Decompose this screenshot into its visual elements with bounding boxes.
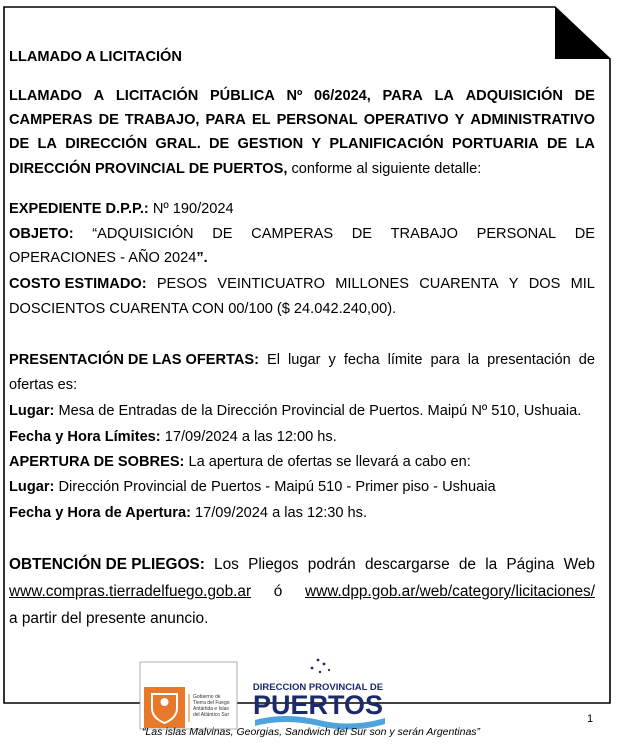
word: LA [434, 88, 454, 104]
word: CUARENTA [419, 276, 499, 292]
word: ADMINISTRATIVO [470, 112, 595, 128]
word: descargarse [364, 556, 450, 573]
lugar-entrega: Lugar: Mesa de Entradas de la Dirección Provincial de Puertos. Maipú Nº 510, Ushuaia. [9, 403, 582, 419]
word: Nº [286, 88, 303, 104]
word: PESOS [156, 276, 208, 292]
word: DE [98, 112, 119, 128]
word: DE [546, 136, 568, 152]
word: “ADQUISICIÓN [92, 226, 194, 242]
page-number: 1 [587, 713, 594, 725]
word: lugar [288, 352, 321, 368]
costo-line-2: DOSCIENTOS CUARENTA CON 00/100 ($ 24.042.240,00). [9, 301, 397, 317]
word: DE [574, 88, 595, 104]
word: Y [454, 112, 465, 128]
word: fecha [343, 352, 380, 368]
word: DE [574, 226, 595, 242]
word: de [458, 556, 476, 573]
word: VEINTICUATRO [217, 276, 325, 292]
word: DE [212, 226, 233, 242]
word: GRAL. [155, 136, 201, 152]
word: y [328, 352, 336, 368]
word: EL [251, 112, 271, 128]
word: la [467, 352, 480, 368]
word: Web [563, 556, 595, 573]
word: de [578, 352, 595, 368]
logo1-text-4: del Atlántico Sur [193, 712, 230, 718]
word: la [485, 556, 498, 573]
logo1-text-2: Tierra del Fuego [193, 700, 230, 706]
word: podrán [307, 556, 356, 573]
word: DIRECCIÓN [65, 136, 148, 152]
word: ADQUISICIÓN [465, 88, 563, 104]
word: LA [575, 136, 595, 152]
word: DOS [528, 276, 561, 292]
word: PARA [205, 112, 246, 128]
expediente: EXPEDIENTE D.P.P.: Nº 190/2024 [9, 201, 234, 217]
logo-dpp [253, 659, 385, 730]
objeto-line-2: OPERACIONES - AÑO 2024”. [9, 250, 208, 266]
footer-motto: “Las islas Malvinas, Georgias, Sandwich del Sur son y serán Argentinas” [141, 726, 481, 738]
word: Y [311, 136, 322, 152]
word: DE [9, 136, 30, 152]
word: PÚBLICA [209, 88, 275, 104]
word: El [267, 352, 281, 368]
intro-line-4: DIRECCIÓN PROVINCIAL DE PUERTOS, conforme al siguiente detalle: [9, 161, 482, 177]
logo-gobierno-tdf [140, 662, 237, 729]
word: PRESENTACIÓN DE LAS OFERTAS: [9, 352, 259, 368]
word: CAMPERAS [251, 226, 334, 242]
word: DE [208, 136, 230, 152]
word: Y [508, 276, 519, 292]
word: para [430, 352, 460, 368]
word: Pliegos [248, 556, 299, 573]
word: DE [351, 226, 372, 242]
logo2-line1: DIRECCION PROVINCIAL DE [252, 682, 384, 693]
word: presentación [487, 352, 571, 368]
lugar-apertura: Lugar: Dirección Provincial de Puertos - Maipú 510 - Primer piso - Ushuaia [9, 479, 496, 495]
word: CAMPERAS [9, 112, 93, 128]
link-separator: ó [273, 583, 283, 600]
word: PERSONAL [476, 226, 557, 242]
word: TRABAJO, [124, 112, 200, 128]
word: OBTENCIÓN DE PLIEGOS: [9, 556, 205, 573]
word: Página [506, 556, 555, 573]
word: PLANIFICACIÓN [329, 136, 444, 152]
word: PERSONAL [276, 112, 358, 128]
presentacion-line-2: ofertas es: [9, 377, 78, 393]
fecha-apertura: Fecha y Hora de Apertura: 17/09/2024 a las 12:30 hs. [9, 505, 368, 521]
word: OPERATIVO [363, 112, 449, 128]
fecha-limite: Fecha y Hora Límites: 17/09/2024 a las 12:00 hs. [9, 429, 337, 445]
word: GESTION [237, 136, 304, 152]
word: MILLONES [335, 276, 410, 292]
word: MIL [570, 276, 595, 292]
word: LICITACIÓN [115, 88, 199, 104]
word: PARA [382, 88, 423, 104]
word: límite [387, 352, 423, 368]
logo2-line2: PUERTOS [252, 690, 384, 720]
word: PORTUARIA [451, 136, 539, 152]
logo1-text-3: Antártida e Islas [193, 706, 229, 712]
word: LA [37, 136, 57, 152]
word: Los [214, 556, 239, 573]
word: A [93, 88, 105, 104]
word: OBJETO: [9, 226, 74, 242]
apertura-sobres: APERTURA DE SOBRES: La apertura de ofertas se llevará a cabo en: [9, 454, 471, 470]
notice-heading: LLAMADO A LICITACIÓN [9, 49, 182, 65]
word: 06/2024, [314, 88, 371, 104]
link-dpp-licitaciones[interactable]: www.dpp.gob.ar/web/category/licitaciones/ [304, 583, 595, 600]
word: LLAMADO [9, 88, 82, 104]
stars-icon [311, 659, 331, 674]
word: TRABAJO [390, 226, 458, 242]
obtencion-line-3: a partir del presente anuncio. [9, 610, 209, 627]
link-compras-tdf[interactable]: www.compras.tierradelfuego.gob.ar [9, 583, 252, 600]
logo1-text-1: Gobierno de [193, 694, 221, 700]
word: COSTO ESTIMADO: [9, 276, 147, 292]
